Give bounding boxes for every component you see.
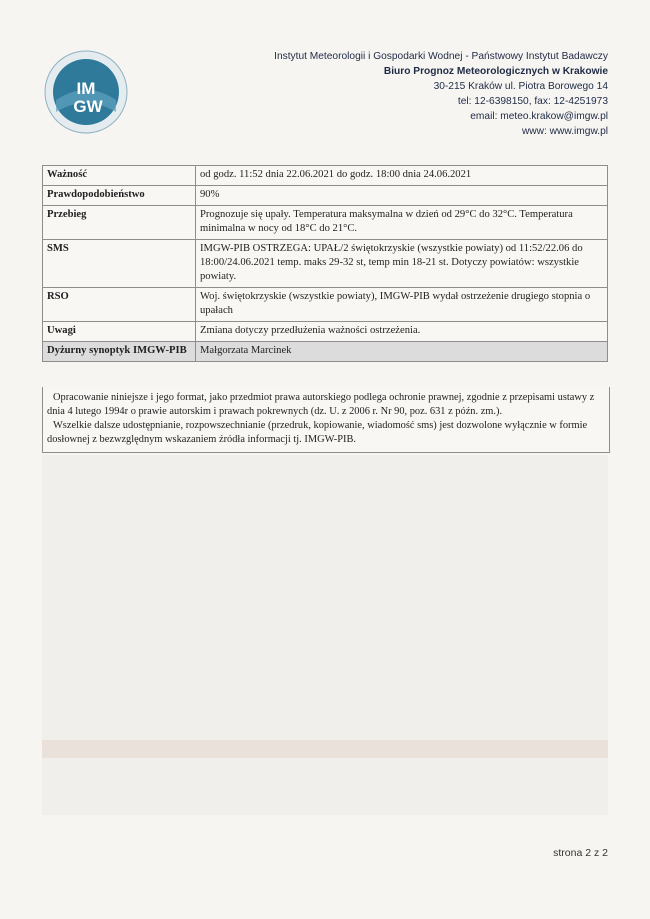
row-label-forecaster: Dyżurny synoptyk IMGW-PIB: [43, 342, 196, 362]
warning-table: [42, 165, 608, 362]
row-label-course: Przebieg: [43, 206, 196, 240]
table-row: [43, 288, 608, 322]
table-row: [43, 240, 608, 288]
row-value-rso: Woj. świętokrzyskie (wszystkie powiaty), IMGW-PIB wydał ostrzeżenie drugiego stopnia o upałach: [196, 288, 608, 322]
institute-name: Instytut Meteorologii i Gospodarki Wodnej - Państwowy Instytut Badawczy: [274, 51, 608, 62]
row-value-course: Prognozuje się upały. Temperatura maksymalna w dzień od 29°C do 32°C. Temperatura minimalna w nocy od 18°C do 21°C.: [196, 206, 608, 240]
table-row: [43, 322, 608, 342]
row-label-remarks: Uwagi: [43, 322, 196, 342]
phone-fax: tel: 12-6398150, fax: 12-4251973: [457, 96, 608, 107]
row-value-probability: 90%: [196, 186, 608, 206]
row-label-sms: SMS: [43, 240, 196, 288]
row-value-remarks: Zmiana dotyczy przedłużenia ważności ostrzeżenia.: [196, 322, 608, 342]
row-value-validity: od godz. 11:52 dnia 22.06.2021 do godz. 18:00 dnia 24.06.2021: [196, 166, 608, 186]
copyright-paragraph: Opracowanie niniejsze i jego format, jako przedmiot prawa autorskiego podlega ochronie prawnej, zgodnie z przepisami ustawy z dnia 4 lutego 1994r o prawie autorskim i prawach pokrewnych (dz. U. z 2006 r. Nr 90, poz. 631 z późn. zm.).: [47, 392, 595, 417]
copyright-notice: [42, 387, 610, 453]
row-value-forecaster: Małgorzata Marcinek: [196, 342, 608, 362]
bleed-through-band: [42, 740, 608, 758]
bleed-through-region: [42, 455, 608, 815]
row-value-sms: IMGW-PIB OSTRZEGA: UPAŁ/2 świętokrzyskie (wszystkie powiaty) od 11:52/22.06 do 18:00/24.06.2021 temp. maks 29-32 st, temp min 18-21 st. Dotyczy powiatów: wszystkie powiaty.: [196, 240, 608, 288]
email: email: meteo.krakow@imgw.pl: [470, 111, 608, 122]
logo-text-top: IM: [76, 79, 96, 98]
institute-header: [274, 49, 608, 139]
address: 30-215 Kraków ul. Piotra Borowego 14: [433, 81, 608, 92]
page-number: strona 2 z 2: [553, 847, 608, 859]
row-label-probability: Prawdopodobieństwo: [43, 186, 196, 206]
website: www: www.imgw.pl: [521, 126, 608, 137]
imgw-logo: [44, 50, 128, 134]
bureau-name: Biuro Prognoz Meteorologicznych w Krakowie: [383, 66, 608, 77]
table-row: [43, 342, 608, 362]
table-row: [43, 206, 608, 240]
table-row: [43, 166, 608, 186]
row-label-rso: RSO: [43, 288, 196, 322]
table-row: [43, 186, 608, 206]
logo-text-bottom: GW: [73, 97, 103, 116]
usage-paragraph: Wszelkie dalsze udostępnianie, rozpowszechnianie (przedruk, kopiowanie, wiadomość sms) jest dozwolone wyłącznie w formie dosłownej z bezwzględnym wskazaniem źródła informacji tj. IMGW-PIB.: [47, 420, 588, 445]
row-label-validity: Ważność: [43, 166, 196, 186]
